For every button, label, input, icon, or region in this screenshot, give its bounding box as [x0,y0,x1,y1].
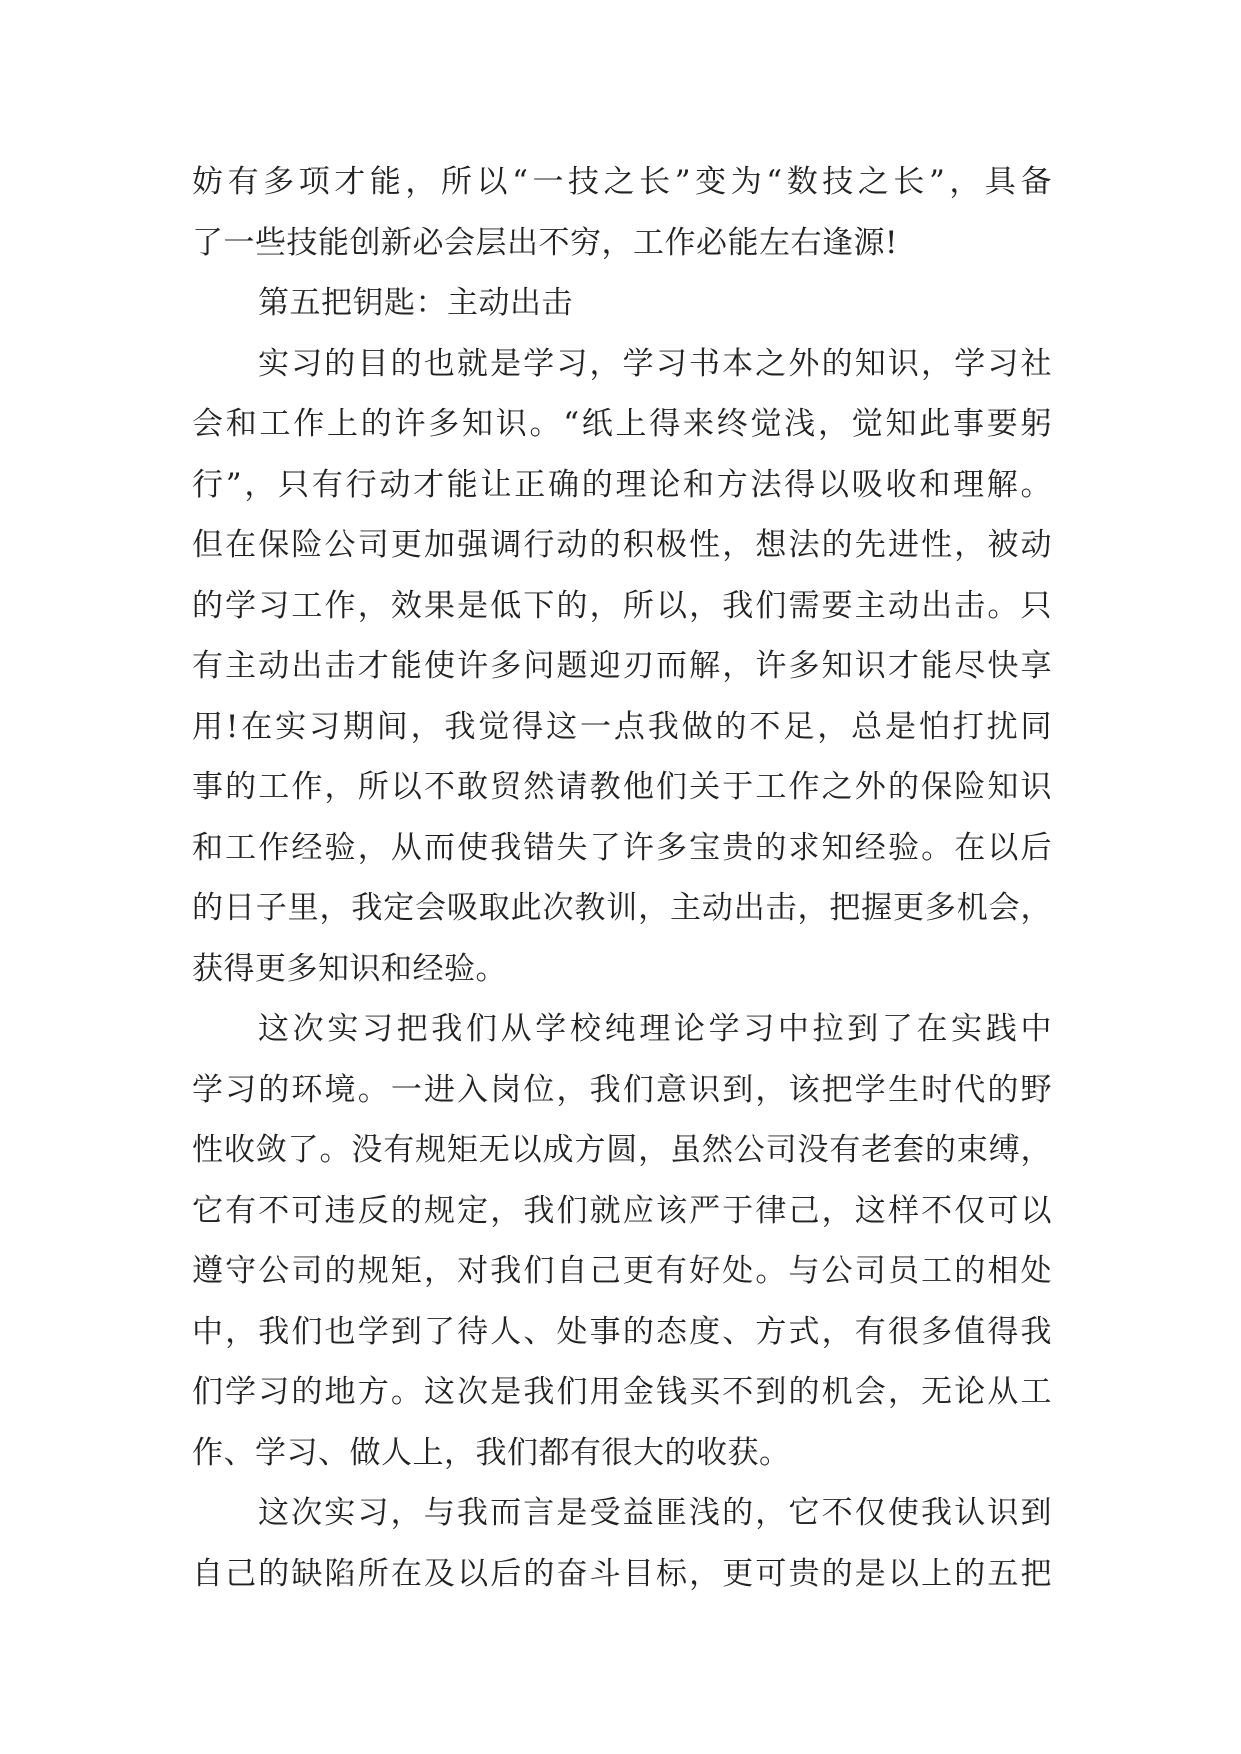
text-line: 自己的缺陷所在及以后的奋斗目标，更可贵的是以上的五把 [192,1555,1052,1592]
text-line: 事的工作，所以不敢贸然请教他们关于工作之外的保险知识 [192,769,1052,805]
text-line: 这次实习把我们从学校纯理论学习中拉到了在实践中 [258,1011,1052,1047]
text-line: 学习的环境。一进入岗位，我们意识到，该把学生时代的野 [192,1071,1052,1108]
section-heading: 第五把钥匙：主动出击 [258,285,573,321]
text-line: 获得更多知识和经验。 [192,950,507,987]
text-line: 了一些技能创新必会层出不穷，工作必能左右逢源! [192,224,898,261]
text-line: 遵守公司的规矩，对我们自己更有好处。与公司员工的相处 [192,1253,1052,1289]
text-line: 实习的目的也就是学习，学习书本之外的知识，学习社 [258,345,1052,382]
text-line: 有主动出击才能使许多问题迎刃而解，许多知识才能尽快享 [192,648,1052,684]
text-line: 们学习的地方。这次是我们用金钱买不到的机会，无论从工 [192,1374,1052,1410]
text-line: 会和工作上的许多知识。“纸上得来终觉浅，觉知此事要躬 [192,406,1052,442]
text-line: 中，我们也学到了待人、处事的态度、方式，有很多值得我 [192,1313,1052,1350]
text-line: 这次实习，与我而言是受益匪浅的，它不仅使我认识到 [258,1495,1052,1531]
text-line: 但在保险公司更加强调行动的积极性，想法的先进性，被动 [192,527,1052,563]
text-line: 性收敛了。没有规矩无以成方圆，虽然公司没有老套的束缚， [192,1132,1052,1168]
text-line: 和工作经验，从而使我错失了许多宝贵的求知经验。在以后 [192,829,1052,866]
text-line: 妨有多项才能，所以“一技之长”变为“数技之长”，具备 [192,164,1052,200]
text-line: 用!在实习期间，我觉得这一点我做的不足，总是怕打扰同 [192,708,1052,745]
document-body [192,152,1052,1604]
text-line: 的学习工作，效果是低下的，所以，我们需要主动出击。只 [192,587,1052,624]
text-line: 作、学习、做人上，我们都有很大的收获。 [192,1434,791,1471]
text-line: 它有不可违反的规定，我们就应该严于律己，这样不仅可以 [192,1192,1052,1229]
text-line: 行”，只有行动才能让正确的理论和方法得以吸收和理解。 [192,466,1052,503]
text-line: 的日子里，我定会吸取此次教训，主动出击，把握更多机会， [192,890,1052,926]
